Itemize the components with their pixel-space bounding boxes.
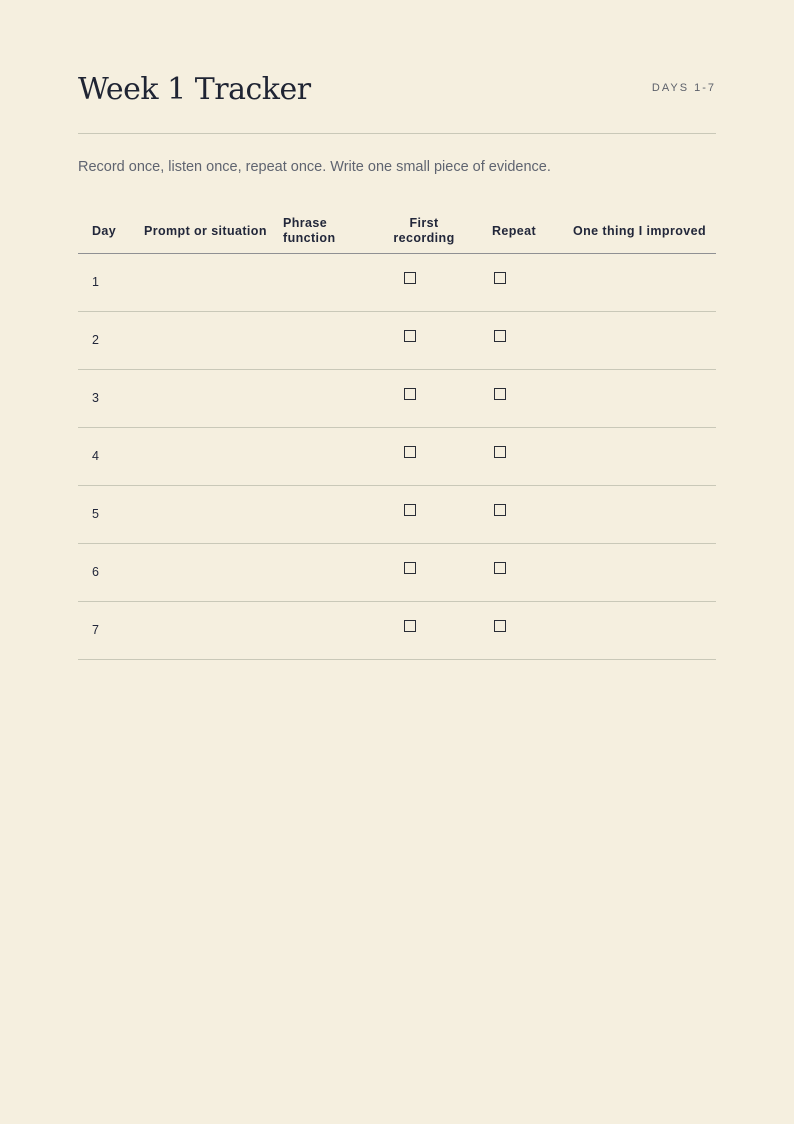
first-recording-cell [379, 428, 469, 486]
phrase-function-cell[interactable] [283, 254, 379, 312]
page-title: Week 1 Tracker [78, 72, 311, 107]
first-recording-checkbox[interactable] [404, 562, 416, 574]
repeat-checkbox[interactable] [494, 562, 506, 574]
repeat-checkbox[interactable] [494, 388, 506, 400]
table-row [78, 544, 716, 602]
repeat-checkbox[interactable] [494, 504, 506, 516]
phrase-function-cell[interactable] [283, 428, 379, 486]
repeat-cell [469, 428, 559, 486]
first-recording-cell [379, 486, 469, 544]
repeat-cell [469, 370, 559, 428]
repeat-cell [469, 312, 559, 370]
first-recording-cell [379, 370, 469, 428]
prompt-cell[interactable] [144, 486, 283, 544]
repeat-cell [469, 254, 559, 312]
prompt-cell[interactable] [144, 312, 283, 370]
day-number-label: 6 [92, 564, 99, 579]
phrase-function-cell[interactable] [283, 602, 379, 660]
table-row [78, 370, 716, 428]
repeat-checkbox[interactable] [494, 330, 506, 342]
day-number-label: 4 [92, 448, 99, 463]
first-recording-cell [379, 544, 469, 602]
day-number [78, 312, 144, 370]
tracker-body [78, 254, 716, 660]
improved-cell[interactable] [559, 312, 716, 370]
prompt-cell[interactable] [144, 428, 283, 486]
improved-cell[interactable] [559, 370, 716, 428]
day-number-label: 2 [92, 332, 99, 347]
column-header-day: Day [78, 209, 144, 254]
column-header-first-recording: First recording [379, 209, 469, 254]
page-subtitle: Record once, listen once, repeat once. Write one small piece of evidence. [78, 159, 551, 175]
day-number [78, 254, 144, 312]
phrase-function-cell[interactable] [283, 544, 379, 602]
days-label: DAYS 1-7 [651, 82, 716, 94]
phrase-function-cell[interactable] [283, 486, 379, 544]
column-header-improved: One thing I improved [559, 209, 716, 254]
table-header-row [78, 209, 716, 254]
day-number [78, 370, 144, 428]
first-recording-checkbox[interactable] [404, 272, 416, 284]
day-number [78, 428, 144, 486]
repeat-cell [469, 544, 559, 602]
improved-cell[interactable] [559, 602, 716, 660]
day-number [78, 486, 144, 544]
day-number-label: 7 [92, 622, 99, 637]
first-recording-cell [379, 312, 469, 370]
improved-cell[interactable] [559, 428, 716, 486]
first-recording-checkbox[interactable] [404, 388, 416, 400]
phrase-function-cell[interactable] [283, 370, 379, 428]
day-number-label: 5 [92, 506, 99, 521]
prompt-cell[interactable] [144, 254, 283, 312]
first-recording-checkbox[interactable] [404, 504, 416, 516]
first-recording-checkbox[interactable] [404, 620, 416, 632]
table-row [78, 312, 716, 370]
first-recording-checkbox[interactable] [404, 330, 416, 342]
table-row [78, 602, 716, 660]
column-header-prompt: Prompt or situation [144, 209, 283, 254]
first-recording-checkbox[interactable] [404, 446, 416, 458]
column-header-function: Phrase function [283, 209, 379, 254]
table-row [78, 254, 716, 312]
first-recording-cell [379, 254, 469, 312]
repeat-checkbox[interactable] [494, 620, 506, 632]
tracker-table [78, 209, 716, 660]
improved-cell[interactable] [559, 486, 716, 544]
day-number-label: 3 [92, 390, 99, 405]
repeat-checkbox[interactable] [494, 446, 506, 458]
repeat-cell [469, 486, 559, 544]
column-header-repeat: Repeat [469, 209, 559, 254]
day-number-label: 1 [92, 274, 99, 289]
repeat-cell [469, 602, 559, 660]
table-row [78, 428, 716, 486]
tracker-page [78, 0, 716, 637]
first-recording-cell [379, 602, 469, 660]
table-row [78, 486, 716, 544]
day-number [78, 602, 144, 660]
improved-cell[interactable] [559, 544, 716, 602]
page-header [78, 0, 716, 134]
improved-cell[interactable] [559, 254, 716, 312]
prompt-cell[interactable] [144, 544, 283, 602]
prompt-cell[interactable] [144, 602, 283, 660]
repeat-checkbox[interactable] [494, 272, 506, 284]
phrase-function-cell[interactable] [283, 312, 379, 370]
day-number [78, 544, 144, 602]
prompt-cell[interactable] [144, 370, 283, 428]
